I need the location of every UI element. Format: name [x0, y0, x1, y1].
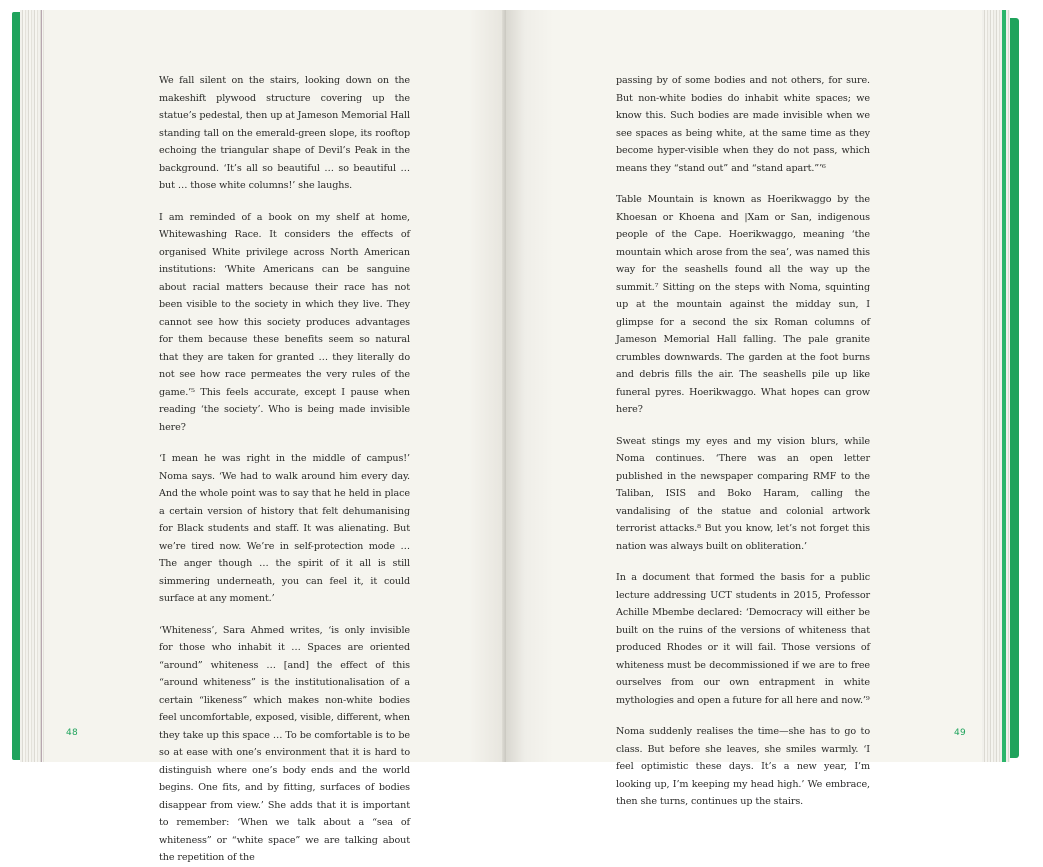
paragraph: ‘Whiteness’, Sara Ahmed writes, ‘is only invisible for those who inhabit it … Spaces are oriented “around” whiteness … [and] the effect of this “around whiteness” is the institutionalisation of a certain “likeness” which makes non-white bodies feel uncomfortable, exposed, visible, different, when they take up this space … To be comfortable is to be so at ease with one’s environment that it is hard to distinguish where one’s body ends and the world begins. One fits, and by fitting, surfaces of bodies disappear from view.’ She adds that it is important to remember: ‘When we talk about a “sea of whiteness” or “white space” we are talking about the repetition of the [159, 624, 410, 863]
paragraph: Noma suddenly realises the time—she has to go to class. But before she leaves, she smiles warmly. ‘I feel optimistic these days. It’s a new year, I’m looking up, I’m keeping my head high.’ We embrace, then she turns, continues up the stairs. [616, 726, 870, 807]
paragraph: I am reminded of a book on my shelf at home, Whitewashing Race. It considers the effects of organised White privilege across North American institutions: ‘White Americans can be sanguine about racial matters because their race has not been visible to the society in which they live. They cannot see how this society produces advantages for them because these benefits seem so natural that they are taken for granted … they literally do not see how race permeates the very rules of the game.’⁵ This feels accurate, except I pause when reading ‘the society’. Who is being made invisible here? [159, 211, 410, 433]
paragraph: In a document that formed the basis for a public lecture addressing UCT students in 2015, Professor Achille Mbembe declared: ‘Democracy will either be built on the ruins of the versions of whiteness that produced Rhodes or it will fail. Those versions of whiteness must be decommissioned if we are to free ourselves from our own entrapment in white mythologies and open a future for all here and now.’⁹ [616, 572, 870, 706]
page-number-left: 48 [66, 728, 79, 738]
book-cover-right-edge [1010, 18, 1019, 758]
page-stack-right [982, 10, 1010, 762]
left-page-text [159, 72, 410, 867]
paragraph: Sweat stings my eyes and my vision blurs, while Noma continues. ‘There was an open letter published in the newspaper comparing RMF to the Taliban, ISIS and Boko Haram, calling the vandalising of the statue and colonial artwork terrorist attacks.⁸ But you know, let’s not forget this nation was always built on obliteration.’ [616, 435, 870, 552]
paragraph: ‘I mean he was right in the middle of campus!’ Noma says. ‘We had to walk around him every day. And the whole point was to say that he held in place a certain version of history that felt dehumanising for Black students and staff. It was alienating. But we’re tired now. We’re in self-protection mode … The anger though … the spirit of it all is still simmering underneath, you can feel it, it could surface at any moment.’ [159, 453, 410, 604]
right-page-text [616, 72, 870, 811]
page-number-right: 49 [954, 728, 967, 738]
paragraph: Table Mountain is known as Hoerikwaggo by the Khoesan or Khoena and |Xam or San, indigenous people of the Cape. Hoerikwaggo, meaning ‘the mountain which arose from the sea’, was named this way for the seashells found all the way up the summit.⁷ Sitting on the steps with Noma, squinting up at the mountain against the midday sun, I glimpse for a second the six Roman columns of Jameson Memorial Hall falling. The pale granite crumbles downwards. The garden at the foot burns and debris fills the air. The seashells pile up like funeral pyres. Hoerikwaggo. What hopes can grow here? [616, 194, 870, 415]
page-edge-line [41, 10, 42, 762]
paragraph: passing by of some bodies and not others, for sure. But non-white bodies do inhabit white spaces; we know this. Such bodies are made invisible when we see spaces as being white, at the same time as they become hyper-visible when they do not pass, which means they “stand out” and “stand apart.”’⁶ [616, 75, 870, 174]
book-cover-left-edge [12, 12, 20, 760]
page-stack-left [20, 10, 44, 762]
page-edge-line [1002, 10, 1006, 762]
left-page [44, 10, 506, 863]
paragraph: We fall silent on the stairs, looking down on the makeshift plywood structure covering up the statue’s pedestal, then up at Jameson Memorial Hall standing tall on the emerald-green slope, its rooftop echoing the triangular shape of Devil’s Peak in the background. ‘It’s all so beautiful … so beautiful … but … those white columns!’ she laughs. [159, 75, 410, 191]
right-page [506, 10, 982, 807]
